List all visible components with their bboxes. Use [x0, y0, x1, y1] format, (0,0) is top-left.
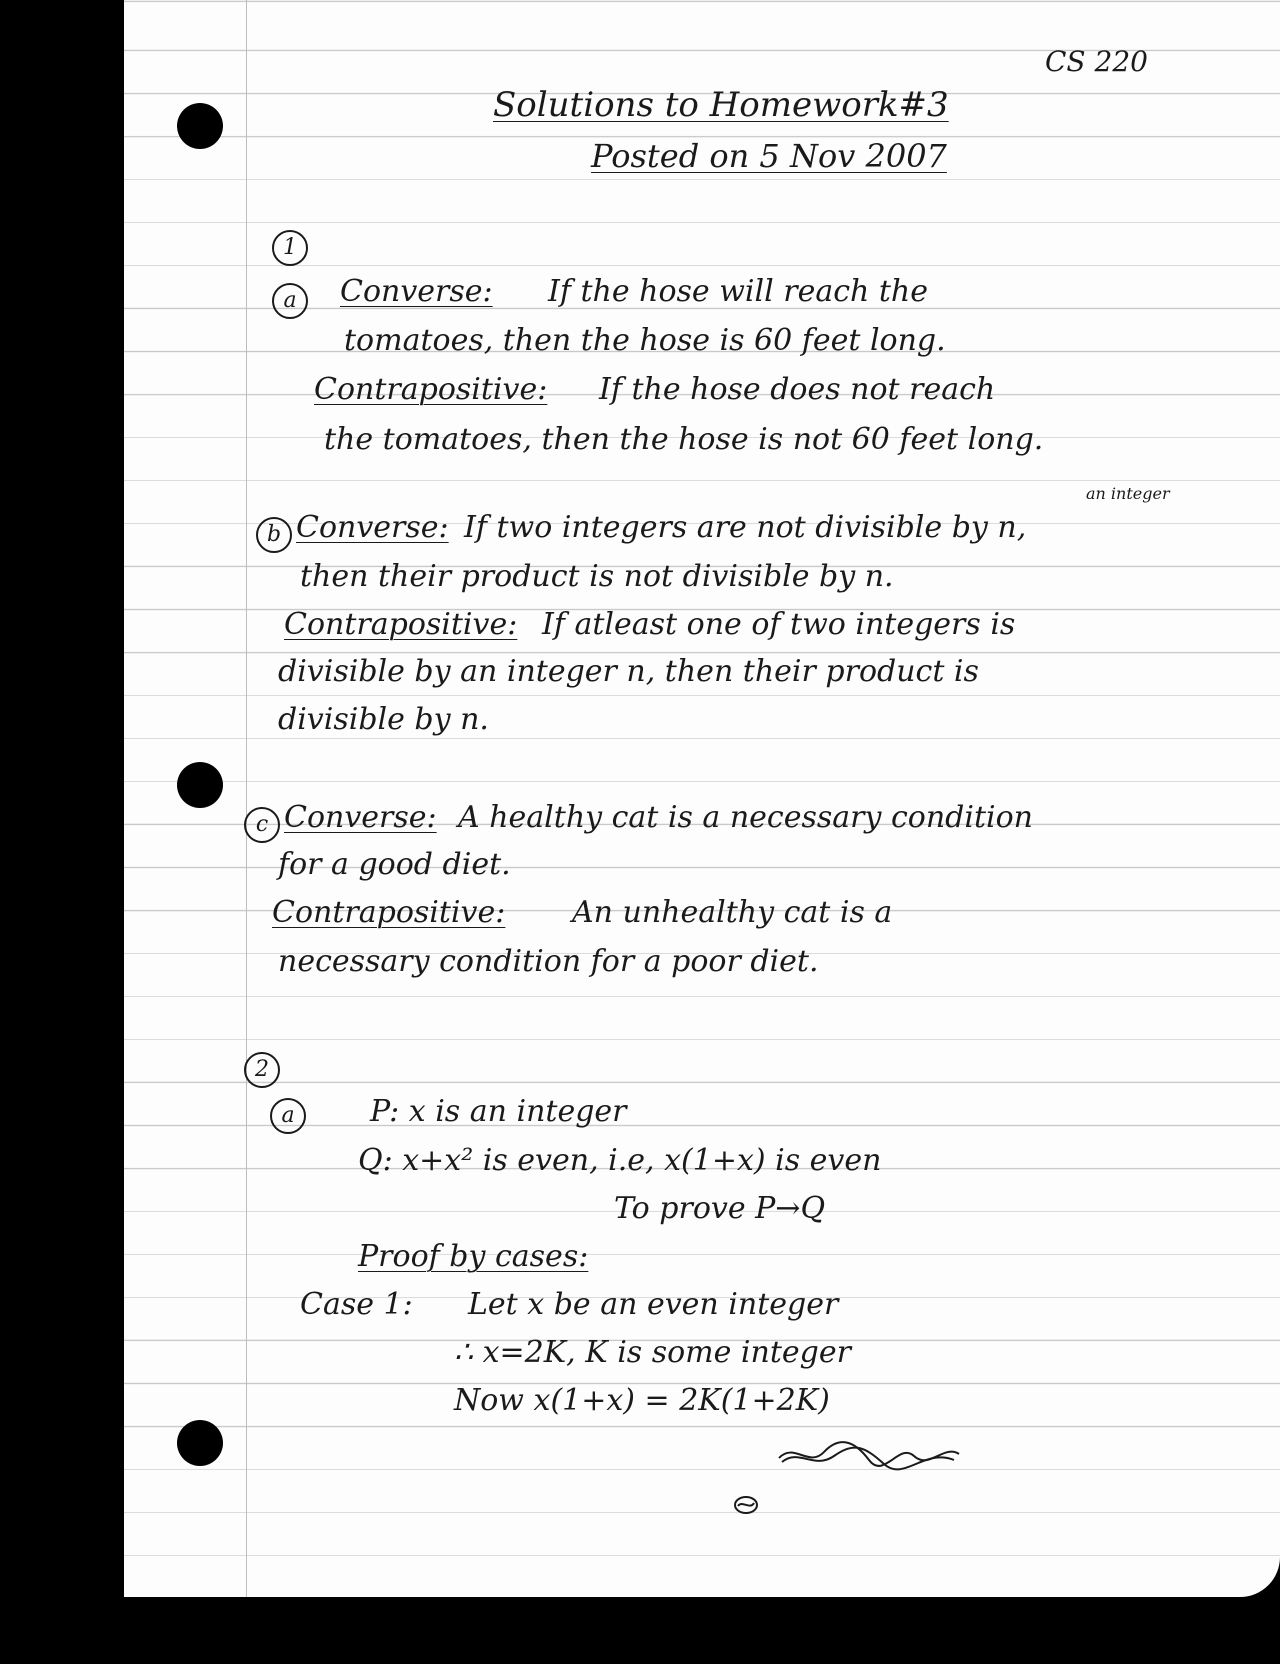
q1c-converse-label: Converse: — [284, 800, 437, 835]
q2a-case1-label: Case 1: — [300, 1287, 413, 1322]
q1b-converse-line1: If two integers are not divisible by n, — [464, 510, 1027, 545]
q1b-contrapositive-line2: divisible by an integer n, then their product is — [278, 654, 979, 689]
course-code: CS 220 — [1045, 45, 1148, 78]
q2a-q-statement: Q: x+x² is even, i.e, x(1+x) is even — [358, 1143, 882, 1178]
q2a-to-prove: To prove P→Q — [614, 1191, 826, 1226]
q1a-contrapositive-line2: the tomatoes, then the hose is not 60 feet long. — [324, 422, 1044, 457]
q2a-proof-heading: Proof by cases: — [358, 1239, 589, 1274]
q1b-converse-line2: then their product is not divisible by n. — [300, 559, 894, 594]
q1a-contrapositive-line1: If the hose does not reach — [599, 372, 996, 407]
q1a-contrapositive-label: Contrapositive: — [314, 372, 548, 407]
q1c-contrapositive-line2: necessary condition for a poor diet. — [278, 944, 819, 979]
q1c-contrapositive-line1: An unhealthy cat is a — [572, 895, 893, 930]
q1c-contrapositive-label: Contrapositive: — [272, 895, 506, 930]
q1a-converse-line1: If the hose will reach the — [548, 274, 928, 309]
notebook-page — [124, 0, 1280, 1597]
q1b-contrapositive-line1: If atleast one of two integers is — [542, 607, 1016, 642]
q1a-converse-label: Converse: — [340, 274, 493, 309]
q2a-case1-line3: Now x(1+x) = 2K(1+2K) — [454, 1383, 830, 1418]
scribble-mark — [774, 1430, 964, 1480]
question-2-marker: 2 — [244, 1052, 280, 1088]
q1b-contrapositive-label: Contrapositive: — [284, 607, 518, 642]
scribble-mark — [732, 1494, 762, 1516]
q2a-case1-line1: Let x be an even integer — [468, 1287, 839, 1322]
q1b-converse-label: Converse: — [296, 510, 449, 545]
q1b-contrapositive-line3: divisible by n. — [278, 702, 489, 737]
q2a-p-statement: P: x is an integer — [370, 1094, 627, 1129]
posted-date: Posted on 5 Nov 2007 — [591, 137, 947, 175]
punch-hole — [177, 1420, 223, 1466]
punch-hole — [177, 103, 223, 149]
q1a-converse-line2: tomatoes, then the hose is 60 feet long. — [344, 323, 946, 358]
q1c-converse-line2: for a good diet. — [278, 847, 511, 882]
question-1-marker: 1 — [272, 230, 308, 266]
page-title: Solutions to Homework#3 — [493, 85, 949, 125]
q1c-converse-line1: A healthy cat is a necessary condition — [458, 800, 1033, 835]
q1b-insert-note: an integer — [1086, 484, 1170, 503]
part-a-marker: a — [270, 1098, 306, 1134]
margin-line — [246, 0, 247, 1597]
part-a-marker: a — [272, 283, 308, 319]
q2a-case1-line2: ∴ x=2K, K is some integer — [454, 1335, 851, 1370]
part-c-marker: c — [244, 807, 280, 843]
part-b-marker: b — [256, 517, 292, 553]
punch-hole — [177, 762, 223, 808]
